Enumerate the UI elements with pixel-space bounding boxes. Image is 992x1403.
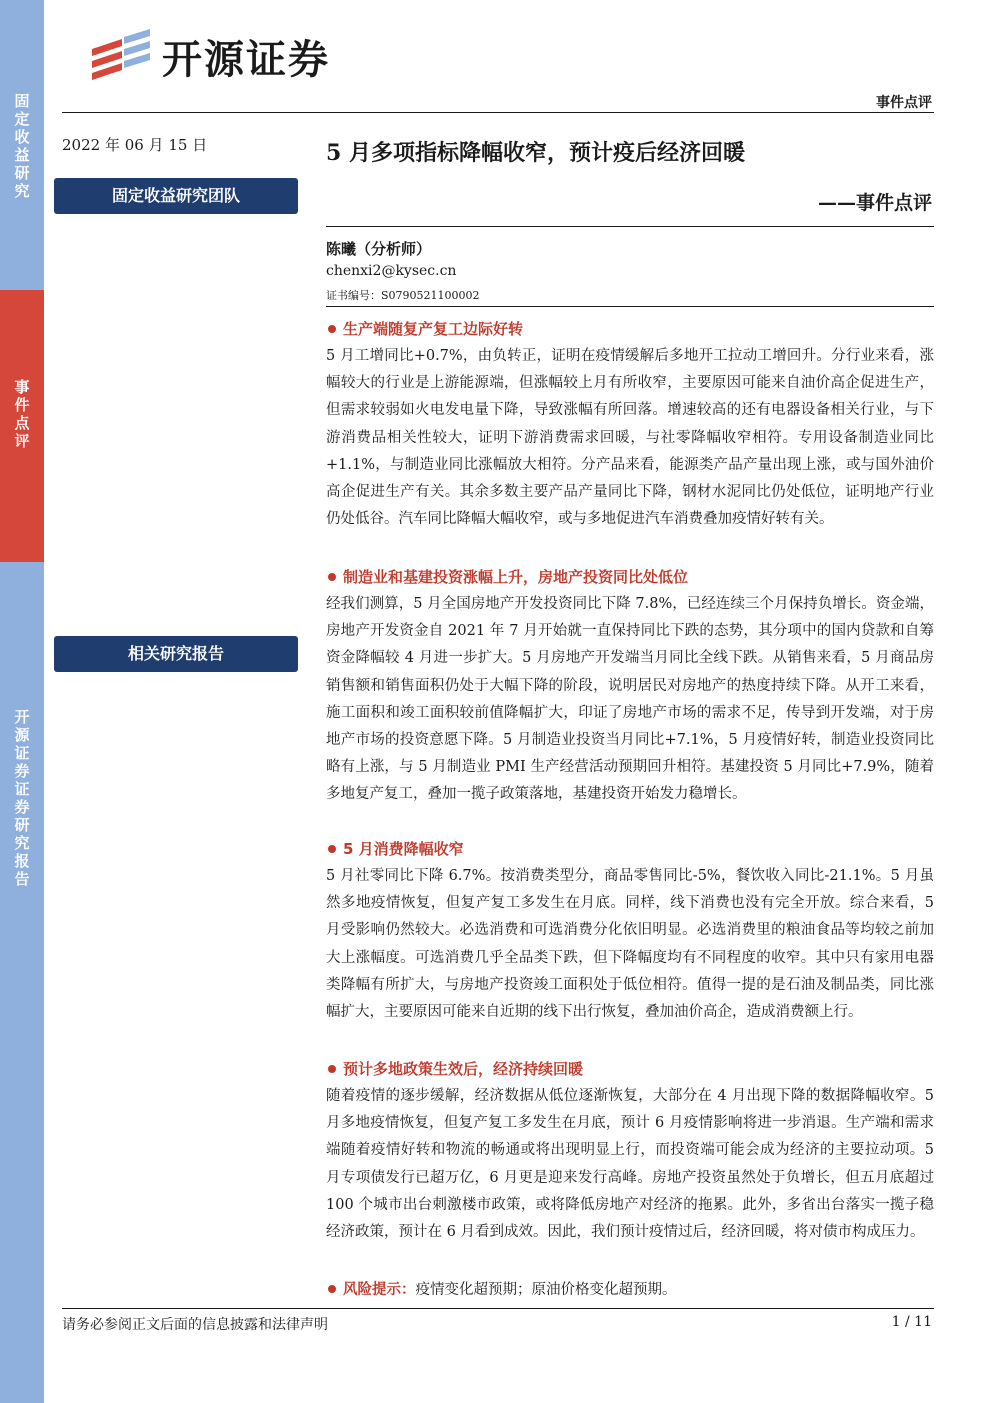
analyst-rule xyxy=(326,306,934,307)
section-consumption xyxy=(326,836,934,1026)
section-heading: 5 月消费降幅收窄 xyxy=(326,836,934,863)
section-outlook xyxy=(326,1056,934,1246)
section-heading: 生产端随复产复工边际好转 xyxy=(326,316,934,343)
bullet-dot-icon xyxy=(328,573,336,581)
sidebar-top-band xyxy=(0,0,44,290)
section-investment xyxy=(326,564,934,809)
report-title: 5 月多项指标降幅收窄，预计疫后经济回暖 xyxy=(326,140,745,166)
risk-warning xyxy=(326,1278,677,1299)
risk-label: 风险提示： xyxy=(343,1282,416,1298)
brand-logo xyxy=(88,28,330,85)
header-rule xyxy=(62,112,934,113)
bullet-dot-icon xyxy=(328,1065,336,1073)
report-subtitle: ——事件点评 xyxy=(817,192,932,214)
bullet-dot-icon xyxy=(328,1285,336,1293)
section-production xyxy=(326,316,934,533)
header-category-tag: 事件点评 xyxy=(876,95,932,111)
report-date: 2022 年 06 月 15 日 xyxy=(62,136,208,154)
analyst-cert: 证书编号：S0790521100002 xyxy=(326,289,480,302)
footer-rule xyxy=(62,1308,934,1309)
brand-name: 开源证券 xyxy=(162,37,330,83)
sidebar-mid-band xyxy=(0,290,44,562)
page-number: 1 / 11 xyxy=(891,1314,932,1330)
section-body: 经我们测算，5 月全国房地产开发投资同比下降 7.8%，已经连续三个月保持负增长。资金端，房地产开发资金自 2021 年 7 月开始就一直保持同比下跌的态势，其分项中的国内贷款和自筹资金降幅较 4 月进一步扩大。5 月房地产开发端当月同比全线下跌。从销售来看，5 月商品房销售额和销售面积仍处于大幅下降的阶段，说明居民对房地产的热度持续下降。从开工来看，施工面积和竣工面积较前值降幅扩大，印证了房地产市场的需求不足，传导到开发端，对于房地产市场的投资意愿下降。5 月制造业投资当月同比+7.1%，5 月疫情好转，制造业投资同比略有上涨，与 5 月制造业 PMI 生产经营活动预期回升相符。基建投资 5 月同比+7.9%，随着多地复产复工，叠加一揽子政策落地，基建投资开始发力稳增长。 xyxy=(326,596,934,803)
sidebar-top-label: 固 定 收 益 研 究 xyxy=(14,92,30,200)
section-heading: 预计多地政策生效后，经济持续回暖 xyxy=(326,1056,934,1083)
related-reports-box: 相关研究报告 xyxy=(54,636,298,672)
section-body: 5 月工增同比+0.7%，由负转正，证明在疫情缓解后多地开工拉动工增回升。分行业来看，涨幅较大的行业是上游能源端，但涨幅较上月有所收窄，主要原因可能来自油价高企促进生产，但需求较弱如火电发电量下降，导致涨幅有所回落。增速较高的还有电器设备相关行业，与下游消费品相关性较大，证明下游消费需求回暖，与社零降幅收窄相符。专用设备制造业同比+1.1%，与制造业同比涨幅放大相符。分产品来看，能源类产品产量出现上涨，或与国外油价高企促进生产有关。其余多数主要产品产量同比下降，钢材水泥同比仍处低位，证明地产行业仍处低谷。汽车同比降幅大幅收窄，或与多地促进汽车消费叠加疫情好转有关。 xyxy=(326,348,934,528)
section-heading: 制造业和基建投资涨幅上升，房地产投资同比处低位 xyxy=(326,564,934,591)
footer-disclaimer: 请务必参阅正文后面的信息披露和法律声明 xyxy=(62,1317,328,1333)
section-body: 随着疫情的逐步缓解，经济数据从低位逐渐恢复，大部分在 4 月出现下降的数据降幅收窄。5 月多地疫情恢复，但复产复工多发生在月底，预计 6 月疫情影响将进一步消退。生产端和需求端随着疫情好转和物流的畅通或将出现明显上行，而投资端可能会成为经济的主要拉动项。5 月专项债发行已超万亿，6 月更是迎来发行高峰。房地产投资虽然处于负增长，但五月底超过 100 个城市出台刺激楼市政策，或将降低房地产对经济的拖累。此外，多省出台落实一揽子稳经济政策，预计在 6 月看到成效。因此，我们预计疫情过后，经济回暖，将对债市构成压力。 xyxy=(326,1088,934,1241)
risk-text: 疫情变化超预期；原油价格变化超预期。 xyxy=(415,1282,677,1298)
bullet-dot-icon xyxy=(328,845,336,853)
brand-logo-icon xyxy=(88,29,152,85)
bullet-dot-icon xyxy=(328,325,336,333)
analyst-name: 陈曦（分析师） xyxy=(326,240,432,258)
sidebar-mid-label: 事 件 点 评 xyxy=(14,378,30,450)
title-rule xyxy=(326,226,934,227)
section-body: 5 月社零同比下降 6.7%。按消费类型分，商品零售同比-5%，餐饮收入同比-21.1%。5 月虽然多地疫情恢复，但复产复工多发生在月底。同样，线下消费也没有完全开放。综合来看，5 月受影响仍然较大。必选消费和可选消费分化依旧明显。必选消费里的粮油食品等均较之前加大上涨幅度。可选消费几乎全品类下跌，但下降幅度均有不同程度的收窄。其中只有家用电器类降幅有所扩大，与房地产投资竣工面积处于低位相符。值得一提的是石油及制品类，同比涨幅扩大，主要原因可能来自近期的线下出行恢复，叠加油价高企，造成消费额上行。 xyxy=(326,868,934,1021)
team-box: 固定收益研究团队 xyxy=(54,178,298,214)
sidebar-bottom-band xyxy=(0,562,44,1403)
sidebar-bottom-label: 开 源 证 券 证 券 研 究 报 告 xyxy=(14,708,30,888)
analyst-email: chenxi2@kysec.cn xyxy=(326,263,457,279)
